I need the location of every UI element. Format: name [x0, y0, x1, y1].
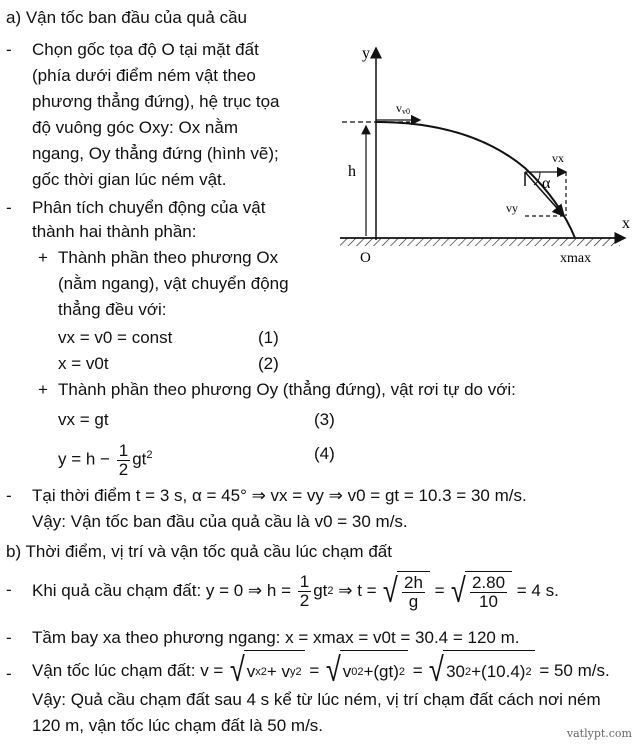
x-axis-label: x [622, 215, 630, 232]
equation-number: (1) [258, 328, 279, 347]
text-line: Tầm bay xa theo phương ngang: x = xmax = v0t = 30.4 = 120 m. [32, 628, 520, 647]
alpha-label: α [542, 175, 551, 192]
bullet-dash: - [6, 486, 12, 505]
equation-number: (4) [314, 444, 335, 463]
equation-time: Khi quả cầu chạm đất: y = 0 ⇒ h = $\frac{1}{2}$ gt 2 ⇒ t = √ $\frac{2h}{g}$ = √ $\frac{2.80}{10}$ = 4 s. [32, 562, 559, 620]
text-line: (phía dưới điểm ném vật theo [32, 66, 256, 85]
origin-label: O [360, 250, 371, 266]
text-line: thành hai thành phần: [32, 222, 197, 241]
conclusion-b: 120 m, vận tốc lúc chạm đất là 50 m/s. [32, 716, 324, 735]
bullet-dash: - [6, 198, 12, 217]
bullet-dash: - [6, 628, 12, 647]
bullet-plus: + [38, 248, 48, 267]
eq4-left: y = h − [58, 449, 110, 469]
text-line: ngang, Oy thẳng đứng (hình vẽ); [32, 144, 279, 163]
part-a-heading: a) Vận tốc ban đầu của quả cầu [6, 8, 248, 27]
text-line: Thành phần theo phương Oy (thẳng đứng), vật rơi tự do với: [58, 380, 516, 399]
text-line: Phân tích chuyển động của vật [32, 198, 266, 217]
fraction-half: $\frac{1}{2}$ [118, 440, 129, 479]
bullet-dash: - [6, 40, 12, 59]
projectile-diagram [320, 36, 640, 296]
conclusion-b: Vậy: Quả cầu chạm đất sau 4 s kể từ lúc ném, vị trí chạm đất cách nơi ném [32, 690, 601, 709]
text-line: (nằm ngang), vật chuyển động [58, 274, 289, 293]
text-line: độ vuông góc Oxy: Ox nằm [32, 118, 238, 137]
equation-number: (3) [314, 410, 335, 429]
sqrt-280-over-10: √ $\frac{2.80}{10}$ [449, 571, 512, 611]
equation-4: y = h − $\frac{1}{2}$ $gt^2$ [58, 440, 153, 479]
sqrt-2h-over-g: √ $\frac{2h}{g}$ [381, 571, 430, 611]
y-axis-label: y [362, 45, 370, 62]
vx-label: vx [552, 151, 564, 165]
text-line: phương thẳng đứng), hệ trục tọa [32, 92, 280, 111]
equation-velocity: Vận tốc lúc chạm đất: v = √ v x 2 + v y 2 = √ v 0 2 +(gt) 2 = √ 30 2 +(10.4) 2 = 50 m/s. [32, 650, 610, 692]
v0-label: vv0 [396, 101, 410, 116]
text-line: Chọn gốc tọa độ O tại mặt đất [32, 40, 259, 59]
equation-1: vx = v0 = const [58, 328, 173, 347]
xmax-label: xmax [560, 251, 592, 266]
text-line: Tại thời điểm t = 3 s, α = 45° ⇒ vx = vy ⇒ v0 = gt = 10.3 = 30 m/s. [32, 486, 527, 505]
text-line: thẳng đều với: [58, 300, 167, 319]
equation-3: vx = gt [58, 410, 109, 429]
vy-label: vy [506, 201, 518, 215]
bullet-dash: - [6, 664, 12, 683]
equation-2: x = v0t [58, 354, 109, 373]
velocity-prefix: Vận tốc lúc chạm đất: v = [32, 661, 224, 680]
equation-number: (2) [258, 354, 279, 373]
bullet-dash: - [6, 580, 12, 599]
text-line: Thành phần theo phương Ox [58, 248, 279, 267]
bullet-plus: + [38, 380, 48, 399]
height-label: h [348, 163, 356, 180]
watermark: vatlypt.com [566, 727, 632, 740]
conclusion-a: Vậy: Vận tốc ban đầu của quả cầu là v0 = 30 m/s. [32, 512, 408, 531]
ground [340, 238, 620, 246]
time-prefix: Khi quả cầu chạm đất: y = 0 ⇒ h = [32, 581, 292, 600]
part-b-heading: b) Thời điểm, vị trí và vận tốc quả cầu lúc chạm đất [6, 542, 392, 561]
text-line: gốc thời gian lúc ném vật. [32, 170, 227, 189]
